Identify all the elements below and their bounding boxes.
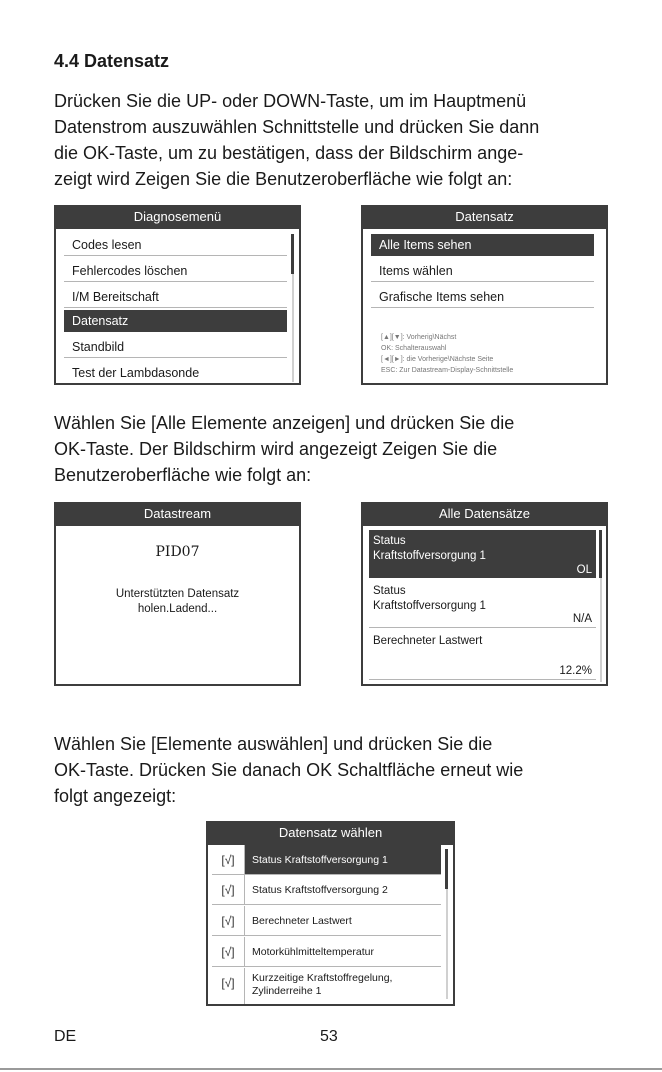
menu-item-standbild[interactable]: Standbild bbox=[64, 336, 287, 358]
text-line: zeigt wird Zeigen Sie die Benutzeroberfläche wie folgt an: bbox=[54, 169, 513, 189]
text-line: die OK-Taste, um zu bestätigen, dass der Bildschirm ange- bbox=[54, 143, 524, 163]
footer-language: DE bbox=[54, 1028, 77, 1045]
hint-line: [▲][▼]: Vorherig\Nächst bbox=[381, 334, 457, 341]
menu-item-codes-lesen[interactable]: Codes lesen bbox=[64, 234, 287, 256]
text-line: Datenstrom auszuwählen Schnittstelle und drücken Sie dann bbox=[54, 117, 540, 137]
second-paragraph bbox=[54, 410, 634, 488]
text-line: folgt angezeigt: bbox=[54, 786, 177, 806]
intro-paragraph bbox=[54, 88, 634, 192]
datensatz-waehlen-screen bbox=[206, 821, 455, 1006]
data-item-name: Status bbox=[373, 535, 406, 547]
page-bottom-rule bbox=[0, 1068, 662, 1070]
pid-label: PID07 bbox=[155, 544, 200, 560]
data-item-name: Berechneter Lastwert bbox=[373, 635, 483, 647]
data-item-name: Status bbox=[373, 585, 406, 597]
menu-item-lambdasonde[interactable]: Test der Lambdasonde bbox=[72, 366, 200, 380]
third-paragraph bbox=[54, 731, 634, 809]
loading-status: holen.Ladend... bbox=[137, 603, 218, 615]
check-box[interactable]: [√] bbox=[212, 875, 245, 904]
text-line: OK-Taste. Drücken Sie danach OK Schaltfläche erneut wie bbox=[54, 760, 524, 780]
label-line: Zylinderreihe 1 bbox=[252, 985, 322, 997]
select-row-label bbox=[252, 972, 392, 998]
label-line: Kurzzeitige Kraftstoffregelung, bbox=[252, 972, 393, 984]
data-item-value: N/A bbox=[572, 613, 592, 625]
diagnose-menu-screen bbox=[54, 205, 301, 385]
hint-line: OK: Schalterauswahl bbox=[381, 345, 447, 352]
text-line: OK-Taste. Der Bildschirm wird angezeigt Zeigen Sie die bbox=[54, 439, 498, 459]
screen-title: Datastream bbox=[56, 504, 299, 526]
data-item-row[interactable] bbox=[369, 530, 596, 578]
menu-item-fehlercodes-loeschen[interactable]: Fehlercodes löschen bbox=[64, 260, 287, 282]
data-item-row[interactable] bbox=[369, 630, 596, 680]
menu-item-items-waehlen[interactable]: Items wählen bbox=[371, 260, 594, 282]
hint-line: [◄][►]: die Vorherige\Nächste Seite bbox=[381, 356, 494, 363]
select-row[interactable] bbox=[212, 937, 441, 967]
select-row[interactable] bbox=[212, 845, 441, 875]
text-line: Drücken Sie die UP- oder DOWN-Taste, um im Hauptmenü bbox=[54, 91, 527, 111]
check-box[interactable]: [√] bbox=[212, 937, 245, 966]
scrollbar-thumb[interactable] bbox=[445, 849, 448, 889]
check-box[interactable]: [√] bbox=[212, 968, 245, 1004]
menu-item-im-bereitschaft[interactable]: I/M Bereitschaft bbox=[64, 286, 287, 308]
scrollbar-thumb[interactable] bbox=[599, 530, 602, 578]
datastream-loading-screen bbox=[54, 502, 301, 686]
screen-title: Alle Datensätze bbox=[363, 504, 606, 526]
alle-datensaetze-screen bbox=[361, 502, 608, 686]
page-number: 53 bbox=[320, 1028, 338, 1045]
data-item-value: 12.2% bbox=[559, 665, 592, 677]
data-item-name: Kraftstoffversorgung 1 bbox=[373, 550, 486, 562]
select-row[interactable] bbox=[212, 875, 441, 905]
data-item-value: OL bbox=[576, 564, 592, 576]
text-line: Wählen Sie [Elemente auswählen] und drücken Sie die bbox=[54, 734, 493, 754]
select-row[interactable] bbox=[212, 906, 441, 936]
hint-line: ESC: Zur Datastream-Display-Schnittstelle bbox=[381, 367, 514, 374]
screen-title: Datensatz bbox=[363, 207, 606, 229]
data-item-name: Kraftstoffversorgung 1 bbox=[373, 600, 486, 612]
select-row[interactable] bbox=[212, 968, 441, 1004]
datensatz-screen bbox=[361, 205, 608, 385]
data-item-row[interactable] bbox=[369, 580, 596, 628]
menu-item-datensatz[interactable]: Datensatz bbox=[64, 310, 287, 332]
check-box[interactable]: [√] bbox=[212, 906, 245, 935]
menu-item-grafische-items[interactable]: Grafische Items sehen bbox=[371, 286, 594, 308]
screen-title: Diagnosemenü bbox=[56, 207, 299, 229]
menu-item-alle-items[interactable]: Alle Items sehen bbox=[371, 234, 594, 256]
check-box[interactable]: [√] bbox=[212, 845, 245, 874]
screen-title: Datensatz wählen bbox=[208, 823, 453, 845]
loading-message: Unterstützten Datensatz bbox=[115, 588, 240, 600]
select-row-label: Berechneter Lastwert bbox=[252, 915, 352, 927]
text-line: Wählen Sie [Alle Elemente anzeigen] und drücken Sie die bbox=[54, 413, 515, 433]
select-row-label: Status Kraftstoffversorgung 1 bbox=[252, 854, 388, 866]
select-row-label: Motorkühlmitteltemperatur bbox=[252, 946, 374, 958]
scrollbar-thumb[interactable] bbox=[291, 234, 294, 274]
select-row-label: Status Kraftstoffversorgung 2 bbox=[252, 884, 388, 896]
text-line: Benutzeroberfläche wie folgt an: bbox=[54, 465, 312, 485]
section-heading: 4.4 Datensatz bbox=[54, 51, 170, 71]
